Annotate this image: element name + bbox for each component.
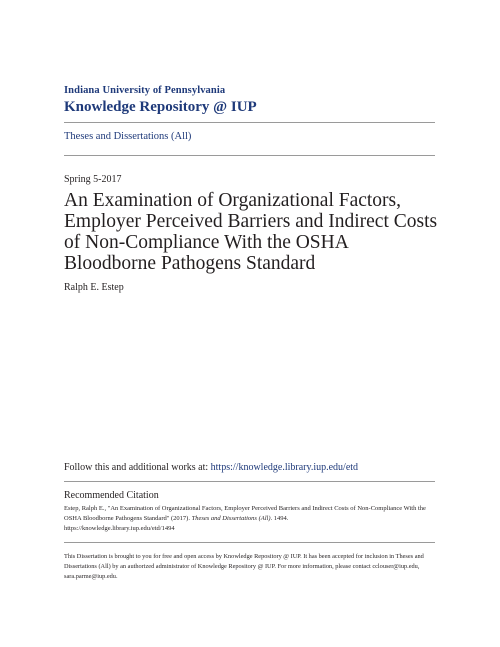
notice-divider <box>64 542 435 543</box>
university-name: Indiana University of Pennsylvania <box>64 85 226 96</box>
citation-text-after: . 1494. <box>270 515 289 522</box>
citation-link[interactable]: https://knowledge.library.iup.edu/etd/1494 <box>64 525 175 532</box>
citation-text-before: Estep, Ralph E., "An Examination of Organizational Factors, Employer Perceived Barriers and Indirect Costs of Non-Compliance With the OSHA Bloodborne Pathogens Standard" (2017). <box>64 505 426 522</box>
author-name: Ralph E. Estep <box>64 282 124 293</box>
series-link[interactable]: Theses and Dissertations (All) <box>64 131 192 142</box>
repository-url-link[interactable]: https://knowledge.library.iup.edu/etd <box>210 462 359 473</box>
header-divider <box>64 122 435 123</box>
citation-text <box>64 504 439 534</box>
citation-divider <box>64 481 435 482</box>
access-notice: This Dissertation is brought to you for free and open access by Knowledge Repository @ IUP. It has been accepted for inclusion in Theses and Dissertations (All) by an authorized administrator of Knowledge Repository @ IUP. For more information, please contact cclouser@iup.edu, sara.parme@iup.edu. <box>64 553 424 580</box>
citation-heading: Recommended Citation <box>64 490 159 501</box>
series-divider <box>64 155 435 156</box>
follow-prefix: Follow this and additional works at: <box>64 462 211 473</box>
publication-date: Spring 5-2017 <box>64 174 122 185</box>
follow-line <box>64 462 358 474</box>
citation-series-italic: Theses and Dissertations (All) <box>191 515 271 522</box>
repository-name[interactable]: Knowledge Repository @ IUP <box>64 99 257 115</box>
document-title: An Examination of Organizational Factors, Employer Perceived Barriers and Indirect Costs of Non-Compliance With the OSHA Bloodborne Pathogens Standard <box>64 190 438 274</box>
